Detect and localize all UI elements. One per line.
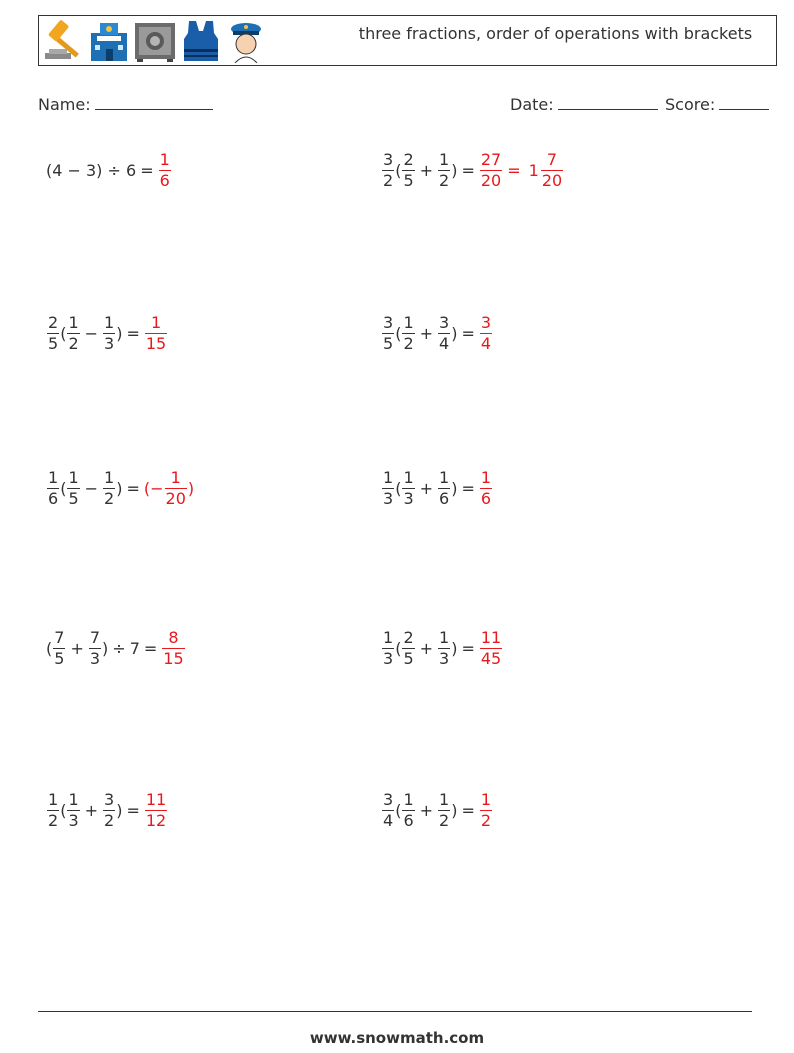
denominator: 5 (68, 488, 79, 508)
operator: + (84, 800, 99, 820)
numerator: 27 (480, 149, 502, 169)
denominator: 2 (104, 488, 115, 508)
numerator: 1 (383, 627, 394, 647)
answer (479, 628, 503, 669)
fraction (103, 313, 115, 354)
safe-icon (133, 19, 177, 63)
numerator: 1 (68, 312, 79, 332)
answer (479, 790, 493, 831)
expression-text: ( (60, 478, 67, 498)
numerator: 1 (150, 312, 162, 332)
answer (161, 628, 185, 669)
operator: − (84, 323, 99, 343)
numerator: 3 (383, 312, 394, 332)
denominator: 2 (68, 333, 79, 353)
date-label: Date: (510, 95, 554, 114)
fraction (159, 150, 171, 191)
denominator: 2 (48, 810, 59, 830)
fraction (438, 628, 450, 669)
operator: + (419, 478, 434, 498)
denominator: 3 (403, 488, 414, 508)
numerator: 11 (145, 789, 167, 809)
denominator: 2 (403, 333, 414, 353)
operator: + (70, 638, 84, 658)
numerator: 1 (383, 467, 394, 487)
problem-expression (381, 628, 457, 669)
fraction (145, 790, 167, 831)
denominator: 20 (541, 170, 563, 190)
denominator: 6 (48, 488, 59, 508)
fraction (402, 468, 414, 509)
fraction (53, 628, 65, 669)
denominator: 20 (480, 170, 502, 190)
denominator: 3 (439, 648, 450, 668)
fraction (382, 150, 394, 191)
numerator: 2 (403, 149, 414, 169)
problem-item (381, 303, 493, 363)
numerator: 1 (48, 789, 59, 809)
fraction (67, 790, 79, 831)
fraction (438, 150, 450, 191)
score-blank[interactable] (719, 93, 769, 110)
operator: = (507, 160, 521, 180)
fraction (67, 313, 79, 354)
denominator: 2 (383, 170, 394, 190)
fraction (162, 628, 184, 669)
numerator: 1 (439, 149, 450, 169)
fraction (103, 468, 115, 509)
operator: + (419, 800, 434, 820)
problem-item (381, 140, 564, 200)
problem-expression (381, 150, 457, 191)
answer (479, 468, 493, 509)
name-field (38, 93, 213, 114)
denominator: 3 (383, 488, 394, 508)
denominator: 3 (89, 648, 101, 668)
footer-divider (38, 1011, 752, 1012)
numerator: 1 (403, 312, 414, 332)
problem-item (46, 618, 186, 678)
fraction (480, 313, 492, 354)
score-field (665, 93, 769, 114)
numerator: 1 (480, 467, 492, 487)
numerator: 1 (480, 789, 492, 809)
denominator: 2 (439, 810, 450, 830)
fraction (438, 313, 450, 354)
problem-expression (46, 468, 122, 509)
fraction (165, 468, 187, 509)
gavel-icon (43, 19, 87, 63)
denominator: 6 (480, 488, 492, 508)
numerator: 1 (48, 467, 59, 487)
fraction (103, 790, 115, 831)
equals-sign: = (126, 478, 140, 498)
fraction (47, 790, 59, 831)
fraction (402, 313, 414, 354)
denominator: 2 (480, 810, 492, 830)
denominator: 2 (439, 170, 450, 190)
numerator: 1 (439, 627, 450, 647)
denominator: 15 (163, 648, 184, 668)
fraction (541, 150, 563, 191)
numerator: 3 (480, 312, 492, 332)
expression-text: ( (395, 800, 402, 820)
equals-sign: = (461, 478, 475, 498)
fraction (382, 313, 394, 354)
numerator: 1 (403, 467, 414, 487)
fraction (480, 628, 502, 669)
fraction (402, 150, 414, 191)
fraction (480, 150, 502, 191)
expression-text: (4 − 3) ÷ 6 (46, 160, 137, 180)
expression-text: ( (46, 638, 53, 658)
equals-sign: = (126, 800, 140, 820)
problem-item (46, 780, 168, 840)
denominator: 4 (383, 810, 394, 830)
expression-text: 7 (129, 638, 140, 658)
equals-sign: = (461, 800, 475, 820)
expression-text: ) (451, 323, 458, 343)
numerator: 1 (159, 149, 170, 169)
numerator: 1 (170, 467, 181, 487)
fraction (438, 790, 450, 831)
denominator: 4 (480, 333, 492, 353)
denominator: 3 (68, 810, 79, 830)
fraction (480, 790, 492, 831)
problem-expression (46, 628, 140, 669)
expression-text: ( (395, 478, 402, 498)
operator: + (419, 160, 434, 180)
expression-text: ( (395, 160, 402, 180)
problem-item (46, 303, 168, 363)
denominator: 45 (480, 648, 502, 668)
numerator: 8 (168, 627, 179, 647)
numerator: 1 (439, 467, 450, 487)
worksheet-header (38, 15, 777, 66)
expression-text: ( (60, 323, 67, 343)
fraction (402, 790, 414, 831)
numerator: 7 (54, 627, 65, 647)
denominator: 5 (54, 648, 65, 668)
problem-item (46, 140, 172, 200)
expression-text: ) (187, 478, 195, 498)
problem-item (46, 458, 194, 518)
score-label: Score: (665, 95, 716, 114)
problem-item (381, 618, 503, 678)
vest-icon (181, 19, 221, 63)
expression-text: ) (102, 638, 109, 658)
expression-text: ) (116, 800, 123, 820)
expression-text: ) (451, 638, 458, 658)
numerator: 7 (89, 627, 101, 647)
problem-expression (46, 161, 136, 180)
expression-text: ) (451, 478, 458, 498)
problem-item (381, 780, 493, 840)
numerator: 2 (48, 312, 59, 332)
problem-expression (46, 313, 122, 354)
fraction (89, 628, 101, 669)
operator: + (419, 638, 434, 658)
equals-sign: = (461, 160, 475, 180)
fraction (382, 468, 394, 509)
fraction (402, 628, 414, 669)
problem-expression (381, 790, 457, 831)
date-blank[interactable] (558, 93, 658, 110)
equals-sign: = (143, 638, 158, 658)
denominator: 2 (104, 810, 115, 830)
denominator: 6 (159, 170, 170, 190)
numerator: 1 (403, 789, 414, 809)
denominator: 3 (383, 648, 394, 668)
denominator: 20 (165, 488, 186, 508)
equals-sign: = (140, 160, 154, 180)
mixed-whole-number: 1 (528, 160, 539, 180)
fraction (145, 313, 167, 354)
denominator: 3 (104, 333, 115, 353)
answer (479, 313, 493, 354)
police-station-icon (87, 19, 131, 63)
operator: + (419, 323, 434, 343)
numerator: 1 (104, 467, 115, 487)
numerator: 7 (546, 149, 558, 169)
equals-sign: = (126, 323, 140, 343)
denominator: 4 (439, 333, 450, 353)
denominator: 12 (145, 810, 167, 830)
denominator: 5 (403, 170, 414, 190)
date-field (510, 93, 658, 114)
answer (479, 150, 564, 191)
answer (158, 150, 172, 191)
expression-text: ) (116, 478, 123, 498)
worksheet-title: three fractions, order of operations with brackets (358, 24, 753, 43)
numerator: 11 (480, 627, 502, 647)
expression-text: (− (143, 478, 164, 498)
denominator: 5 (383, 333, 394, 353)
denominator: 5 (403, 648, 414, 668)
denominator: 5 (48, 333, 59, 353)
operator: ÷ (112, 638, 126, 658)
denominator: 6 (403, 810, 414, 830)
numerator: 1 (104, 312, 115, 332)
equals-sign: = (461, 323, 475, 343)
fraction (480, 468, 492, 509)
expression-text: ( (60, 800, 67, 820)
answer (144, 790, 168, 831)
expression-text: ( (395, 638, 402, 658)
answer (144, 468, 194, 509)
numerator: 1 (68, 467, 79, 487)
expression-text: ( (395, 323, 402, 343)
name-blank[interactable] (95, 93, 213, 110)
numerator: 3 (439, 312, 450, 332)
fraction (382, 790, 394, 831)
answer (144, 313, 168, 354)
numerator: 1 (68, 789, 79, 809)
operator: − (84, 478, 99, 498)
fraction (47, 468, 59, 509)
fraction (438, 468, 450, 509)
numerator: 3 (383, 149, 394, 169)
numerator: 2 (403, 627, 414, 647)
expression-text: ) (116, 323, 123, 343)
numerator: 1 (439, 789, 450, 809)
problem-expression (381, 313, 457, 354)
denominator: 15 (145, 333, 167, 353)
fraction (382, 628, 394, 669)
problem-expression (46, 790, 122, 831)
fraction (67, 468, 79, 509)
problem-item (381, 458, 493, 518)
numerator: 3 (383, 789, 394, 809)
equals-sign: = (461, 638, 475, 658)
denominator: 6 (439, 488, 450, 508)
name-label: Name: (38, 95, 91, 114)
problem-expression (381, 468, 457, 509)
expression-text: ) (451, 800, 458, 820)
footer-url: www.snowmath.com (309, 1029, 485, 1047)
expression-text: ) (451, 160, 458, 180)
police-officer-icon (225, 19, 267, 63)
fraction (47, 313, 59, 354)
numerator: 3 (104, 789, 115, 809)
